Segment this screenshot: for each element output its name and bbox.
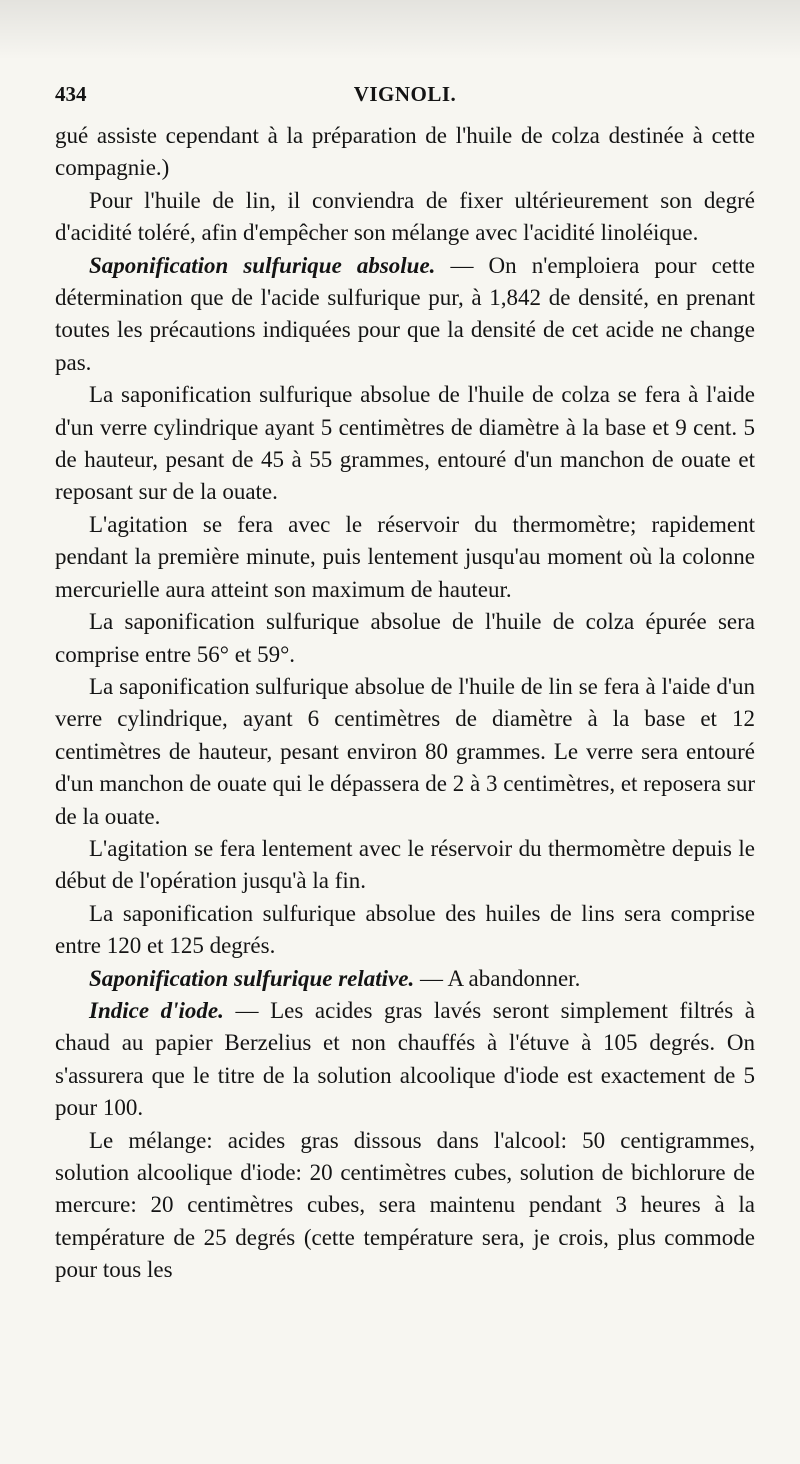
paragraph-text: La saponification sulfurique absolue des huiles de lins sera comprise entre 120 et 125 degrés. [55, 900, 755, 959]
paragraph [55, 671, 755, 833]
section-heading: Saponification sulfurique relative. [89, 965, 415, 991]
paragraph [55, 250, 755, 380]
paragraph-text: La saponification sulfurique absolue de l'huile de colza se fera à l'aide d'un verre cylindrique ayant 5 centimètres de diamètre à la base et 9 cent. 5 de hauteur, pesant de 45 à 55 grammes, entouré d'un manchon de ouate et reposant sur de la ouate. [55, 382, 755, 505]
section-heading: Saponification sulfurique absolue. [89, 252, 436, 278]
section-heading: Indice d'iode. [89, 997, 224, 1023]
paragraph [55, 379, 755, 509]
paragraph [55, 509, 755, 606]
paragraph [55, 185, 755, 250]
paragraph [55, 963, 755, 995]
paragraph-text: — On n'emploiera pour cette détermination que de l'acide sulfurique pur, à 1,842 de densité, en prenant toutes les précautions indiquées pour que la densité de cet acide ne change pas. [55, 252, 755, 375]
paragraph-text: — Les acides gras lavés seront simplement filtrés à chaud au papier Berzelius et non chauffés à l'étuve à 105 degrés. On s'assurera que le titre de la solution alcoolique d'iode est exactement de 5 pour 100. [55, 997, 755, 1121]
paragraph [55, 995, 755, 1125]
paragraph-text: Le mélange: acides gras dissous dans l'alcool: 50 centigrammes, solution alcoolique d'iode: 20 centimètres cubes, solution de bichlorure de mercure: 20 centimètres cubes, sera maintenu pendant 3 heures à la température de 25 degrés (cette température sera, je crois, plus commode pour tous les [55, 1127, 755, 1283]
paragraph-text: L'agitation se fera lentement avec le réservoir du thermomètre depuis le début de l'opération jusqu'à la fin. [55, 835, 755, 894]
paragraph [55, 1125, 755, 1287]
body-text [55, 120, 755, 1287]
paragraph-text: — A abandonner. [414, 965, 581, 991]
paragraph [55, 898, 755, 963]
paragraph-text: gué assiste cependant à la préparation de l'huile de colza destinée à cette compagnie.) [55, 123, 755, 181]
paragraph-text: L'agitation se fera avec le réservoir du thermomètre; rapidement pendant la première minute, puis lentement jusqu'au moment où la colonne mercurielle aura atteint son maximum de hauteur. [55, 511, 755, 602]
paragraph [55, 606, 755, 671]
paragraph-text: La saponification sulfurique absolue de l'huile de colza épurée sera comprise entre 56° et 59°. [55, 609, 755, 667]
paragraph-text: Pour l'huile de lin, il conviendra de fixer ultérieurement son degré d'acidité toléré, afin d'empêcher son mélange avec l'acidité linoléique. [55, 187, 755, 246]
running-title: VIGNOLI. [353, 82, 457, 106]
paragraph-text: La saponification sulfurique absolue de l'huile de lin se fera à l'aide d'un verre cylindrique, ayant 6 centimètres de diamètre à la base et 12 centimètres de hauteur, pesant environ 80 grammes. Le verre sera entouré d'un manchon de ouate qui le dépassera de 2 à 3 centimètres, et reposera sur de la ouate. [55, 673, 755, 829]
paragraph [55, 120, 755, 185]
page-number: 434 [55, 82, 87, 106]
scan-shadow [0, 0, 800, 60]
running-head [55, 82, 755, 118]
paragraph [55, 833, 755, 898]
